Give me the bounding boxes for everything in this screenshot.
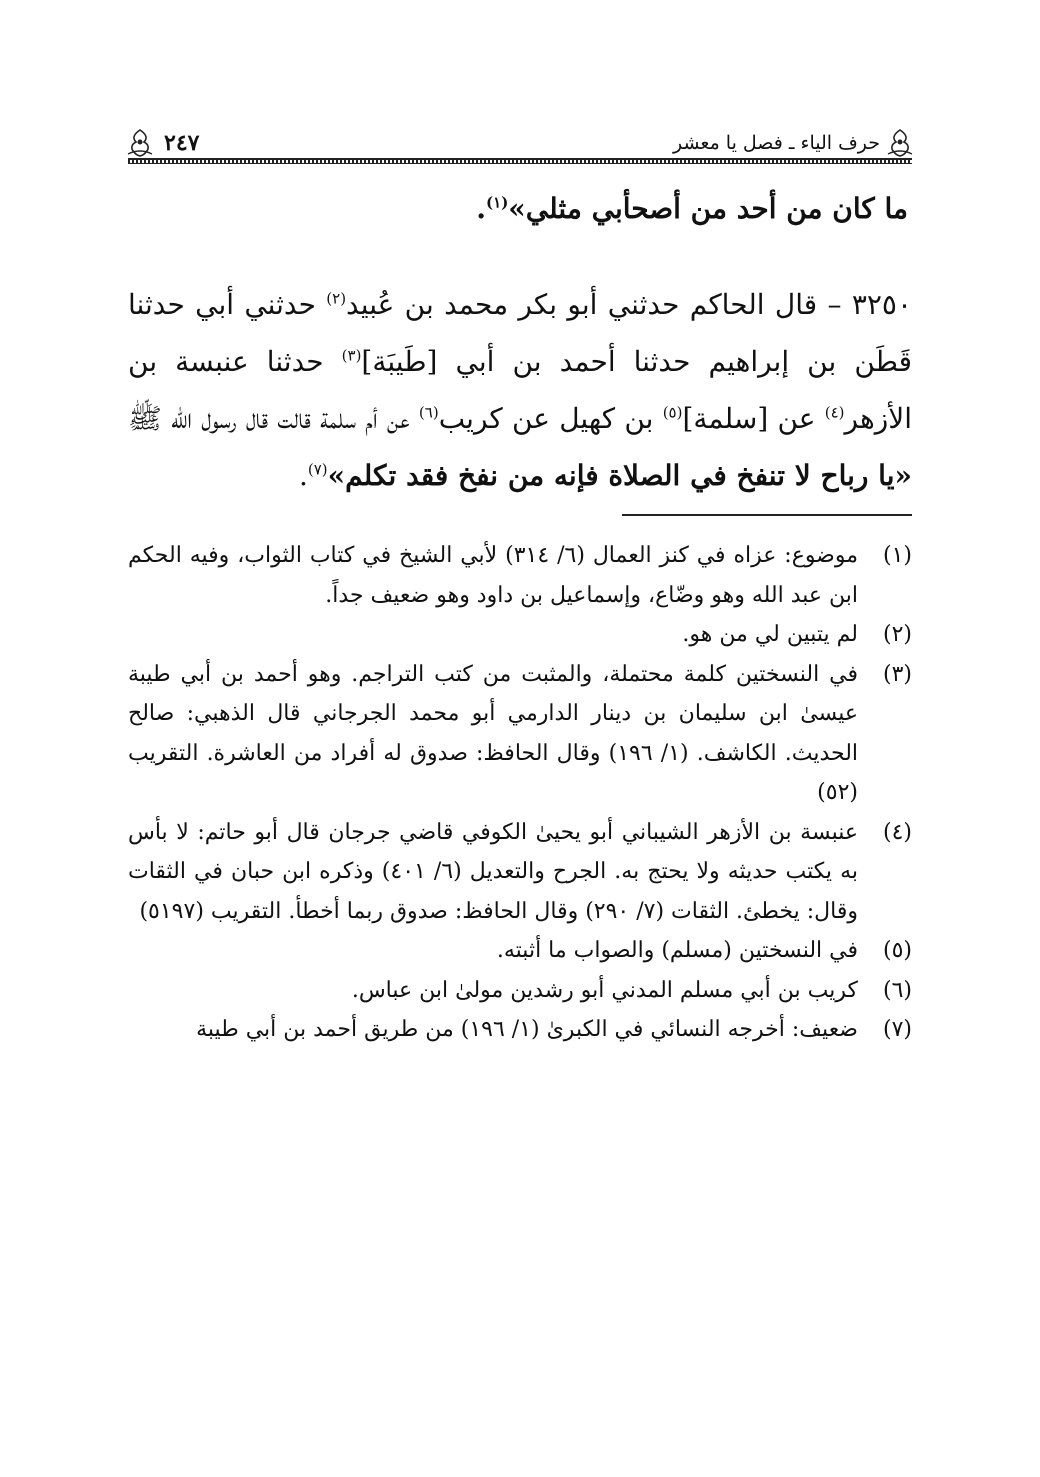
hadith-segment: بن كهيل عن كريب	[438, 402, 663, 435]
footnote-text: ضعيف: أخرجه النسائي في الكبرىٰ (١/ ١٩٦) من طريق أحمد بن أبي طيبة	[196, 1017, 858, 1042]
footnote-ref: (١)	[486, 193, 509, 212]
hadith-paragraph	[128, 276, 912, 504]
hadith-segment: قال الحاكم حدثني أبو بكر محمد بن عُبيد	[346, 288, 818, 321]
footnote-number: (٣)	[882, 661, 912, 687]
ornament-left-icon	[126, 128, 154, 158]
hadith-segment: عن [سلمة]	[682, 402, 825, 435]
page-number: ٢٤٧	[164, 130, 200, 156]
footnote-number: (١)	[882, 543, 912, 568]
running-title: حرف الياء ـ فصل يا معشر	[672, 132, 880, 154]
prophetic-quote: «يا رباح لا تنفخ في الصلاة فإنه من نفخ فقد تكلم»	[327, 459, 912, 492]
footnote-text: موضوع: عزاه في كنز العمال (٦/ ٣١٤) لأبي الشيخ في كتاب الثواب، وفيه الحكم ابن عبد الله وهو وضّاع، وإسماعيل بن داود وهو ضعيف جداً.	[128, 543, 859, 608]
continuation-text: ما كان من أحد من أصحأبي مثلي»	[508, 192, 908, 225]
footnote-ref: (٢)	[326, 289, 347, 308]
footnote	[128, 813, 912, 932]
header-rule	[128, 158, 912, 164]
hadith-segment: عن أم سلمة قالت قال رسول الله ﷺ	[128, 402, 419, 435]
footnote-ref: (٦)	[418, 403, 439, 422]
footnote	[128, 931, 912, 971]
footnotes	[128, 536, 912, 1050]
running-header	[128, 118, 912, 166]
ornament-right-icon	[886, 128, 914, 158]
footnote-number: (٤)	[882, 819, 912, 845]
footnote	[128, 1010, 912, 1050]
footnote-separator	[622, 514, 912, 516]
footnote-ref: (٧)	[307, 460, 328, 479]
continuation-line	[128, 184, 912, 234]
footnote-number: (٥)	[882, 938, 912, 963]
footnote-text: في النسختين (مسلم) والصواب ما أثبته.	[496, 938, 858, 963]
book-page	[128, 118, 912, 1348]
footnote-ref: (٥)	[662, 403, 683, 422]
hadith-segment: حدثني أبي حدثنا قَطَن بن إبراهيم حدثنا أحمد بن أبي [طَيبَة]	[128, 288, 913, 378]
footnote	[128, 971, 912, 1011]
footnote-text: كريب بن أبي مسلم المدني أبو رشدين مولىٰ ابن عباس.	[351, 977, 858, 1003]
footnote	[128, 655, 912, 813]
footnote-text: في النسختين كلمة محتملة، والمثبت من كتب التراجم. وهو أحمد بن أبي طيبة عيسىٰ ابن سليمان بن دينار الدارمي أبو محمد الجرجاني قال الذهبي: صالح الحديث. الكاشف. (١/ ١٩٦) وقال الحافظ: صدوق له أفراد من العاشرة. التقريب (٥٢)	[128, 661, 859, 805]
continuation-end: .	[476, 192, 487, 225]
footnote	[128, 615, 912, 655]
footnote-number: (٧)	[882, 1017, 912, 1042]
footnote-text: عنبسة بن الأزهر الشيباني أبو يحيىٰ الكوفي قاضي جرجان قال أبو حاتم: لا بأس به يكتب حديثه ولا يحتج به. الجرح والتعديل (٦/ ٤٠١) وذكره ابن حبان في الثقات وقال: يخطئ. الثقات (٧/ ٢٩٠) وقال الحافظ: صدوق ربما أخطأ. التقريب (٥١٩٧)	[128, 819, 858, 924]
footnote-text: لم يتبين لي من هو.	[682, 622, 858, 647]
footnote-ref: (٤)	[824, 403, 845, 422]
hadith-segment: حدثنا عنبسة بن الأزهر	[128, 345, 912, 435]
main-text	[128, 184, 912, 504]
hadith-end: .	[298, 459, 308, 492]
footnote-ref: (٣)	[341, 346, 362, 365]
footnote	[128, 536, 912, 615]
hadith-number: ٣٢٥٠ –	[817, 288, 912, 321]
footnote-number: (٢)	[882, 622, 912, 647]
footnote-number: (٦)	[882, 977, 912, 1003]
